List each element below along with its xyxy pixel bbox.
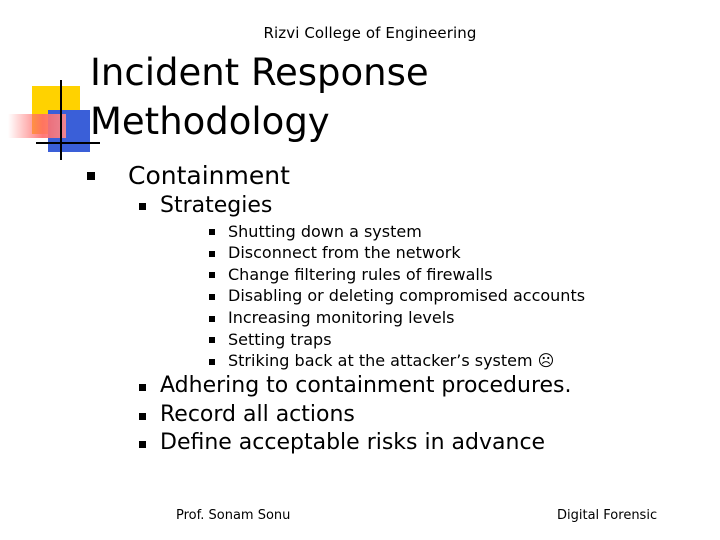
strategy-item: Striking back at the attacker’s system ☹: [228, 351, 555, 370]
slide-header: Rizvi College of Engineering: [263, 24, 477, 42]
square-bullet-icon: [139, 203, 146, 210]
square-bullet-icon: [209, 359, 215, 365]
square-bullet-icon: [139, 384, 146, 391]
vertical-line-decoration: [60, 80, 62, 160]
corner-decoration: [0, 70, 100, 170]
square-bullet-icon: [87, 172, 95, 180]
strategy-item: Disconnect from the network: [228, 243, 461, 262]
red-bar-decoration: [8, 114, 66, 138]
square-bullet-icon: [139, 413, 146, 420]
strategy-item: Change filtering rules of firewalls: [228, 265, 493, 284]
footer-subject: Digital Forensic: [557, 508, 658, 523]
square-bullet-icon: [139, 441, 146, 448]
square-bullet-icon: [209, 337, 215, 343]
bullet-containment: Containment: [128, 161, 290, 190]
square-bullet-icon: [209, 316, 215, 322]
square-bullet-icon: [209, 272, 215, 278]
bullet-define: Define acceptable risks in advance: [160, 430, 546, 455]
bullet-adhering: Adhering to containment procedures.: [160, 373, 572, 398]
square-bullet-icon: [209, 294, 215, 300]
bullet-record: Record all actions: [160, 402, 355, 427]
strategy-item: Shutting down a system: [228, 222, 422, 241]
title-line-1: Incident Response: [90, 51, 429, 94]
square-bullet-icon: [209, 229, 215, 235]
strategy-item: Disabling or deleting compromised accounts: [228, 286, 586, 305]
bullet-strategies: Strategies: [160, 193, 273, 218]
strategy-item: Increasing monitoring levels: [228, 308, 455, 327]
footer-author: Prof. Sonam Sonu: [176, 508, 291, 523]
slide-title: [90, 48, 429, 146]
square-bullet-icon: [209, 251, 215, 257]
strategy-item: Setting traps: [228, 330, 332, 349]
title-line-2: Methodology: [90, 100, 330, 143]
